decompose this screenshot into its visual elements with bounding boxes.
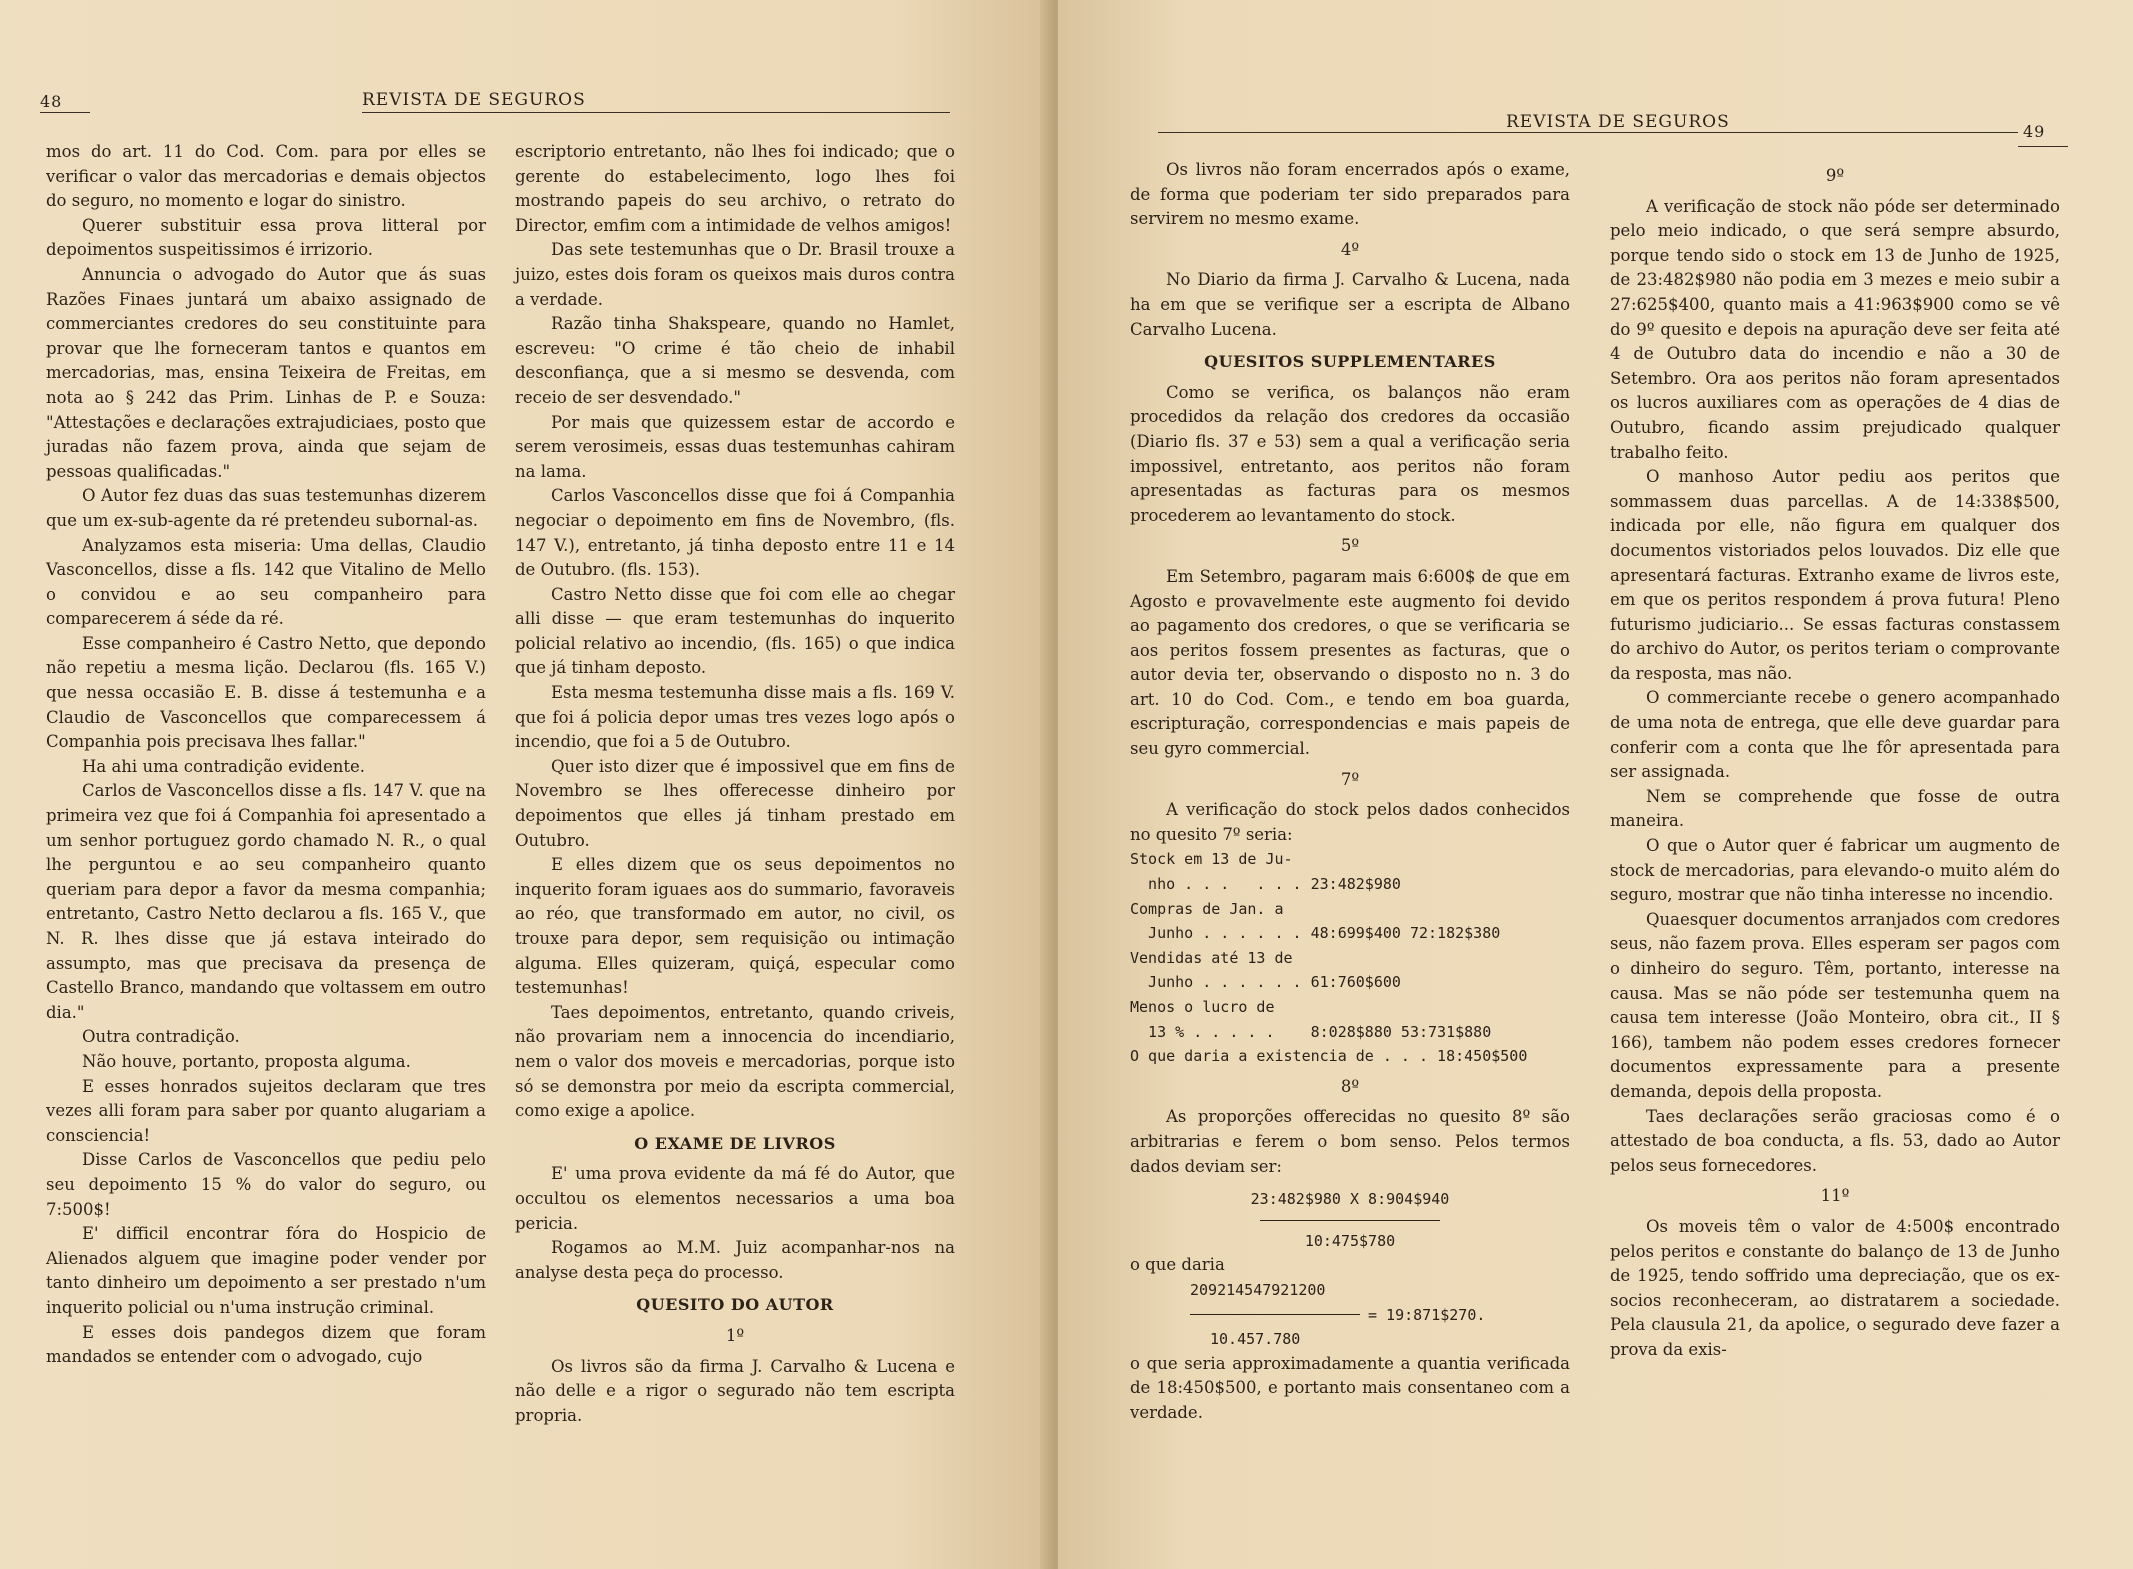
paragraph: E esses dois pandegos dizem que foram mandados se entender com o advogado, cujo — [46, 1322, 486, 1367]
right-col-1 — [1130, 158, 1570, 1426]
stock-line: Menos o lucro de — [1130, 998, 1275, 1016]
quesito-number: 4º — [1340, 239, 1360, 259]
stock-line: Vendidas até 13 de — [1130, 948, 1293, 967]
header-rule — [1158, 132, 2018, 133]
paragraph: E elles dizem que os seus depoimentos no inquerito foram iguaes aos do summario, favoraveis ao réo, que transformado em autor, no civil, os trouxe para depor, sem requisição ou intimação alguma. Elles quizeram, quiçá, especular como testemunhas! — [515, 855, 955, 998]
paragraph: Taes declarações serão graciosas como é o attestado de boa conducta, a fls. 53, dado ao Autor pelos seus fornecedores. — [1610, 1106, 2060, 1175]
division-result: = 19:871$270. — [1368, 1305, 1486, 1324]
paragraph: No Diario da firma J. Carvalho & Lucena, nada ha em que se verifique ser a escripta de Albano Carvalho Lucena. — [1130, 270, 1570, 339]
paragraph: O que o Autor quer é fabricar um augmento de stock de mercadorias, para elevando-o muito além do seguro, mostrar que não tinha interesse no incendio. — [1610, 836, 2060, 905]
paragraph: Quaesquer documentos arranjados com credores seus, não fazem prova. Elles esperam ser pagos com o dinheiro do seguro. Têm, portanto, interesse na causa. Mas se não póde ser testemunha quem na causa tem interesse (João Monteiro, obra cit., II § 166), tambem não podem esses credores fornecer documentos expressamente para a presente demanda, depois della proposta. — [1610, 909, 2060, 1101]
paragraph: Os moveis têm o valor de 4:500$ encontrado pelos peritos e constante do balanço de 13 de Junho de 1925, tendo soffrido uma depreciação, que os ex-socios reconheceram, ao distratarem a sociedade. Pela clausula 21, da apolice, o segurado deve fazer a prova da exis- — [1610, 1216, 2060, 1359]
page-number: 49 — [2023, 122, 2046, 141]
paragraph: Disse Carlos de Vasconcellos que pediu pelo seu depoimento 15 % do valor do seguro, ou 7:500$! — [46, 1150, 486, 1219]
paragraph: Esta mesma testemunha disse mais a fls. 169 V. que foi á policia depor umas tres vezes logo após o incendio, que foi a 5 de Outubro. — [515, 683, 955, 752]
paragraph: Os livros não foram encerrados após o exame, de forma que poderiam ter sido preparados para servirem no mesmo exame. — [1130, 160, 1570, 229]
paragraph: Carlos de Vasconcellos disse a fls. 147 V. que na primeira vez que foi á Companhia foi apresentado a um senhor portuguez gordo chamado N. R., o qual lhe perguntou e ao seu companheiro quanto queriam para depor a favor da mesma companhia; entretanto, Castro Netto declarou a fls. 165 V., que N. R. lhes disse que já estava inteirado do assumpto, mas que precisava da presença de Castello Branco, mandando que voltassem em outro dia." — [46, 781, 486, 1022]
paragraph: Rogamos ao M.M. Juiz acompanhar-nos na analyse desta peça do processo. — [515, 1238, 955, 1282]
paragraph: Ha ahi uma contradição evidente. — [82, 756, 366, 776]
paragraph: Annuncia o advogado do Autor que ás suas Razões Finaes juntará um abaixo assignado de commerciantes credores do seu constituinte para provar que lhe forneceram tantos e quantos em mercadorias, mas, ensina Teixeira de Freitas, em nota ao § 242 das Prim. Linhas de P. e Souza: "Attestações e declarações extrajudiciaes, posto que juradas não fazem prova, ainda que sejam de pessoas qualificadas." — [46, 264, 486, 481]
paragraph: E esses honrados sujeitos declaram que tres vezes alli foram para saber por quanto alugariam a consciencia! — [46, 1076, 486, 1145]
paragraph: Em Setembro, pagaram mais 6:600$ de que em Agosto e provavelmente este augmento foi devido ao pagamento dos credores, o que se verificaria se aos peritos fossem presentes as facturas, que o autor devia ter, observando o disposto no n. 3 do art. 10 do Cod. Com., e tendo em boa guarda, escripturação, correspondencias e mais papeis de seu gyro commercial. — [1130, 566, 1570, 759]
stock-line: Compras de Jan. a — [1130, 899, 1284, 918]
page-number: 48 — [40, 92, 63, 111]
left-page — [0, 0, 1050, 1569]
stock-line: 13 % . . . . . 8:028$880 53:731$880 — [1130, 1022, 1492, 1041]
division-denominator: 10.457.780 — [1210, 1330, 1301, 1349]
paragraph: Esse companheiro é Castro Netto, que depondo não repetiu a mesma lição. Declarou (fls. 165 V.) que nessa occasião E. B. disse á testemunha e a Claudio de Vasconcellos que comparecessem á Companhia pois precisava lhes fallar." — [46, 633, 486, 752]
right-page — [1058, 0, 2133, 1569]
section-heading: O EXAME DE LIVROS — [634, 1133, 836, 1153]
header-rule — [362, 112, 950, 113]
division-numerator: 209214547921200 — [1190, 1280, 1326, 1299]
paragraph: Razão tinha Shakspeare, quando no Hamlet, escreveu: "O crime é tão cheio de inhabil desconfiança, que a si mesmo se desvenda, com receio de ser desvendado." — [515, 314, 955, 407]
quesito-number: 1º — [725, 1325, 745, 1345]
paragraph: Por mais que quizessem estar de accordo e serem verosimeis, essas duas testemunhas cahiram na lama. — [515, 412, 955, 481]
paragraph: Castro Netto disse que foi com elle ao chegar alli disse — que eram testemunhas do inquerito policial relativo ao incendio, (fls. 165) o que indica que já tinham deposto. — [515, 584, 955, 678]
paragraph: Carlos Vasconcellos disse que foi á Companhia negociar o depoimento em fins de Novembro, (fls. 147 V.), entretanto, já tinha deposto entre 11 e 14 de Outubro. (fls. 153). — [515, 486, 955, 580]
left-col-1 — [46, 140, 486, 1370]
stock-line: Junho . . . . . . 48:699$400 72:182$380 — [1130, 924, 1501, 943]
paragraph: O manhoso Autor pediu aos peritos que sommassem duas parcellas. A de 14:338$500, indicada por elle, não figura em qualquer dos documentos vistoriados pelos louvados. Diz elle que apresentará facturas. Extranho exame de livros este, em que os peritos respondem á prova futura! Pleno futurismo judiciario... Se essas facturas constassem do archivo do Autor, os peritos teriam o comprovante da resposta, mas não. — [1610, 467, 2060, 683]
stock-line: Stock em 13 de Ju- — [1130, 850, 1293, 869]
right-col-2 — [1610, 158, 2060, 1363]
paragraph: escriptorio entretanto, não lhes foi indicado; que o gerente do estabelecimento, logo lhes foi mostrando papeis do seu archivo, o retrato do Director, emfim com a intimidade de velhos amigos! — [515, 142, 955, 235]
paragraph: As proporções offerecidas no quesito 8º são arbitrarias e ferem o bom senso. Pelos termos dados deviam ser: — [1130, 1107, 1570, 1176]
paragraph: A verificação do stock pelos dados conhecidos no quesito 7º seria: — [1130, 800, 1570, 844]
paragraph: o que daria — [1130, 1255, 1225, 1275]
fraction-line — [1260, 1220, 1440, 1221]
stock-line: Junho . . . . . . 61:760$600 — [1130, 973, 1401, 992]
division-line — [1190, 1314, 1360, 1315]
section-heading: QUESITOS SUPPLEMENTARES — [1204, 352, 1496, 372]
paragraph: Como se verifica, os balanços não eram procedidos da relação dos credores da occasião (Diario fls. 37 e 53) sem a qual a verificação seria impossivel, entretanto, aos peritos não foram apresentadas as facturas para os mesmos procederem ao levantamento do stock. — [1130, 382, 1570, 525]
header-rule-short — [40, 112, 90, 113]
paragraph: Taes depoimentos, entretanto, quando criveis, não provariam nem a innocencia do incendiario, nem o valor dos moveis e mercadorias, porque isto só se demonstra por meio da escripta commercial, como exige a apolice. — [515, 1002, 955, 1121]
running-head: REVISTA DE SEGUROS — [1506, 112, 1730, 132]
paragraph: E' uma prova evidente da má fé do Autor, que occultou os elementos necessarios a uma boa pericia. — [515, 1164, 955, 1233]
paragraph: A verificação de stock não póde ser determinado pelo meio indicado, o que será sempre absurdo, porque tendo sido o stock em 13 de Junho de 1925, de 23:482$980 não podia em 3 mezes e meio subir a 27:625$400, quanto mais a 41:963$900 como se vê do 9º quesito e depois na apuração deve ser feita até 4 de Outubro data do incendio e não a 30 de Setembro. Ora aos peritos não foram apresentados os lucros auxiliares com as operações de 4 dias de Outubro, ficando assim prejudicado qualquer trabalho feito. — [1610, 196, 2060, 462]
formula-top: 23:482$980 X 8:904$940 — [1250, 1190, 1450, 1209]
paragraph: o que seria approximadamente a quantia verificada de 18:450$500, e portanto mais consentaneo com a verdade. — [1130, 1353, 1570, 1422]
left-col-2 — [515, 140, 955, 1428]
formula-bottom: 10:475$780 — [1304, 1231, 1396, 1250]
quesito-number: 5º — [1340, 536, 1360, 556]
quesito-number: 7º — [1340, 769, 1360, 789]
paragraph: Os livros são da firma J. Carvalho & Lucena e não delle e a rigor o segurado não tem escripta propria. — [515, 1356, 955, 1425]
section-heading: QUESITO DO AUTOR — [636, 1295, 834, 1315]
paragraph: Nem se comprehende que fosse de outra maneira. — [1610, 786, 2060, 831]
paragraph: Querer substituir essa prova litteral por depoimentos suspeitissimos é irrizorio. — [46, 215, 486, 260]
paragraph: mos do art. 11 do Cod. Com. para por elles se verificar o valor das mercadorias e demais objectos do seguro, no momento e logar do sinistro. — [46, 142, 486, 211]
paragraph: E' difficil encontrar fóra do Hospicio de Alienados alguem que imagine poder vender por tanto dinheiro um depoimento a ser prestado n'um inquerito policial ou n'uma instrução criminal. — [46, 1224, 486, 1317]
paragraph: Quer isto dizer que é impossivel que em fins de Novembro se lhes offerecesse dinheiro por depoimentos que elles já tinham prestado em Outubro. — [515, 756, 955, 850]
paragraph: Analyzamos esta miseria: Uma dellas, Claudio Vasconcellos, disse a fls. 142 que Vitalino de Mello o convidou e ao seu companheiro para comparecerem á séde da ré. — [46, 535, 486, 629]
division-line-row — [1130, 1303, 1570, 1328]
header-rule-short — [2018, 146, 2068, 147]
stock-line: nho . . . . . . 23:482$980 — [1130, 875, 1401, 894]
running-head: REVISTA DE SEGUROS — [362, 90, 586, 110]
quesito-number: 9º — [1825, 166, 1845, 185]
paragraph: Não houve, portanto, proposta alguma. — [82, 1051, 411, 1071]
paragraph: O Autor fez duas das suas testemunhas dizerem que um ex-sub-agente da ré pretendeu subornal-as. — [46, 486, 486, 530]
quesito-number: 8º — [1340, 1076, 1360, 1096]
paragraph: Das sete testemunhas que o Dr. Brasil trouxe a juizo, estes dois foram os queixos mais duros contra a verdade. — [515, 240, 955, 309]
quesito-number: 11º — [1820, 1186, 1850, 1206]
paragraph: O commerciante recebe o genero acompanhado de uma nota de entrega, que elle deve guardar para conferir com a conta que lhe fôr apresentada para ser assignada. — [1610, 688, 2060, 782]
stock-table — [1130, 847, 1570, 1068]
paragraph: Outra contradição. — [82, 1027, 240, 1047]
stock-line: O que daria a existencia de . . . 18:450$500 — [1130, 1047, 1528, 1066]
